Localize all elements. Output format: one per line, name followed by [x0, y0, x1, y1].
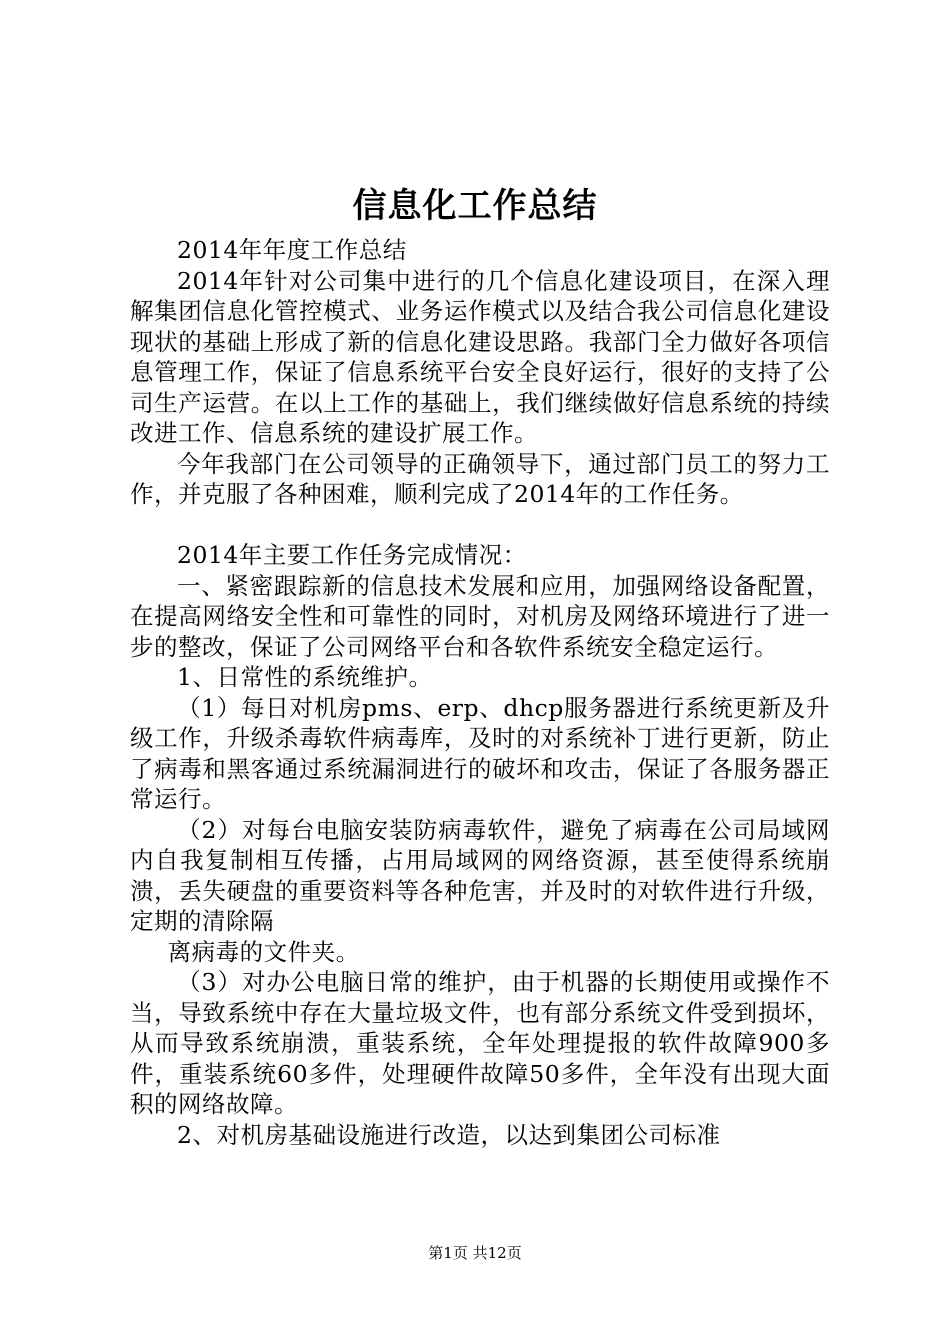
paragraph-year-review: 今年我部门在公司领导的正确领导下，通过部门员工的努力工作，并克服了各种困难，顺利完成了2014年的工作任务。: [130, 449, 830, 508]
paragraph-subitem-2: （2）对每台电脑安装防病毒软件，避免了病毒在公司局域网内自我复制相互传播，占用局域网的网络资源，甚至使得系统崩溃，丢失硬盘的重要资料等各种危害，并及时的对软件进行升级，定期的清除隔: [130, 815, 830, 935]
paragraph-item-2: 2、对机房基础设施进行改造，以达到集团公司标准: [177, 1120, 721, 1149]
paragraph-annual-summary-heading: 2014年年度工作总结: [177, 236, 407, 264]
paragraph-tasks-heading: 2014年主要工作任务完成情况：: [177, 541, 527, 569]
paragraph-section-one: 一、紧密跟踪新的信息技术发展和应用，加强网络设备配置，在提高网络安全性和可靠性的同时，对机房及网络环境进行了进一步的整改，保证了公司网络平台和各软件系统安全稳定运行。: [130, 571, 830, 661]
paragraph-subitem-3: （3）对办公电脑日常的维护，由于机器的长期使用或操作不当，导致系统中存在大量垃圾文件，也有部分系统文件受到损坏，从而导致系统崩溃，重装系统，全年处理提报的软件故障900多件，重装系统60多件，处理硬件故障50多件，全年没有出现大面积的网络故障。: [130, 968, 830, 1118]
paragraph-intro: 2014年针对公司集中进行的几个信息化建设项目，在深入理解集团信息化管控模式、业务运作模式以及结合我公司信息化建设现状的基础上形成了新的信息化建设思路。我部门全力做好各项信息管理工作，保证了信息系统平台安全良好运行，很好的支持了公司生产运营。在以上工作的基础上，我们继续做好信息系统的持续改进工作、信息系统的建设扩展工作。: [130, 266, 830, 447]
page-footer: 第1页 共12页: [428, 1244, 522, 1262]
paragraph-subitem-2-continued: 离病毒的文件夹。: [167, 937, 360, 966]
document-body: [130, 235, 830, 1150]
paragraph-item-1: 1、日常性的系统维护。: [177, 663, 433, 691]
paragraph-subitem-1: （1）每日对机房pms、erp、dhcp服务器进行系统更新及升级工作，升级杀毒软件病毒库，及时的对系统补丁进行更新，防止了病毒和黑客通过系统漏洞进行的破坏和攻击，保证了各服务器正常运行。: [130, 693, 830, 813]
document-title: 信息化工作总结: [352, 186, 598, 226]
